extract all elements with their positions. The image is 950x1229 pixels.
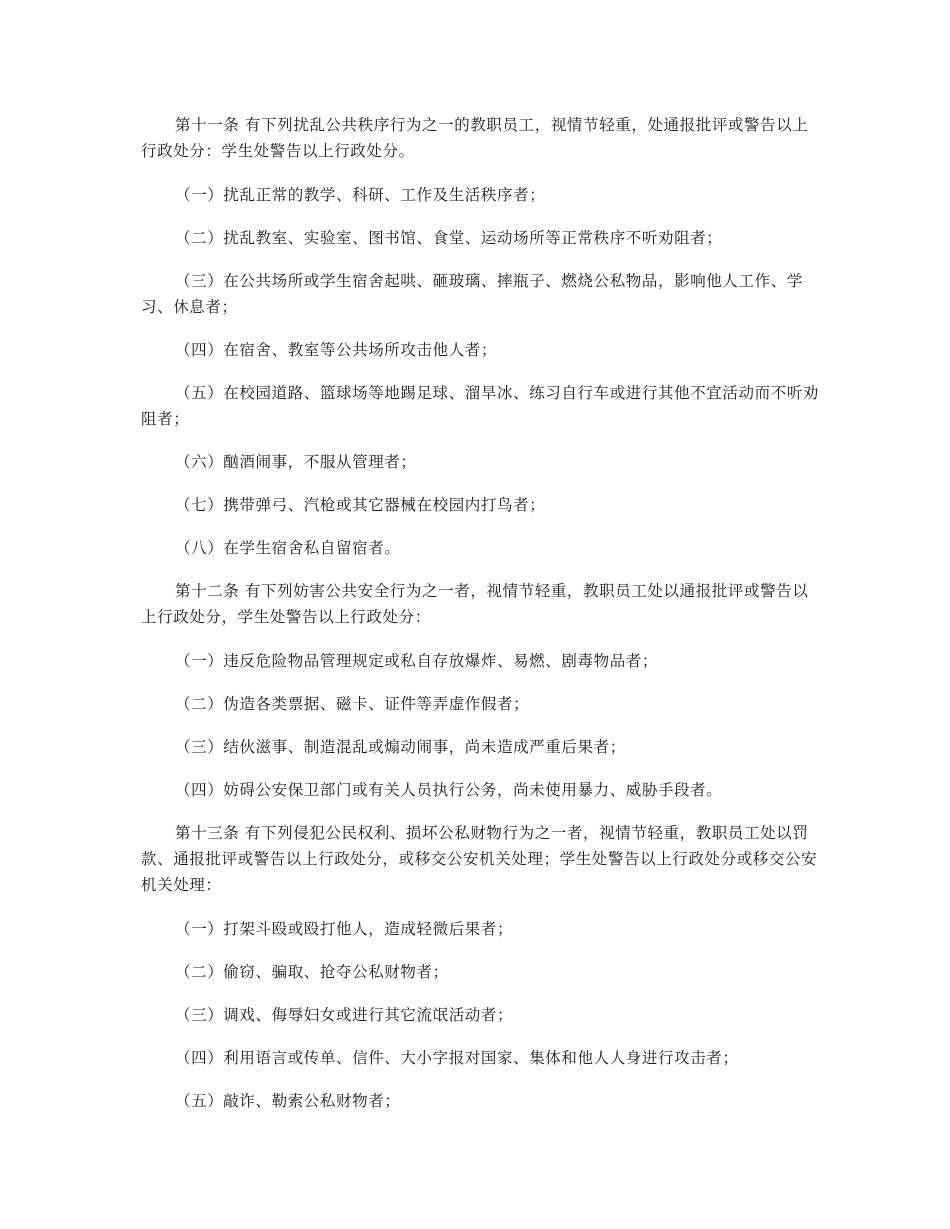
article-12-item-3: （三）结伙滋事、制造混乱或煽动闹事，尚未造成严重后果者； <box>175 738 626 756</box>
article-13-item-4: （四）利用语言或传单、信件、大小字报对国家、集体和他人人身进行攻击者； <box>175 1049 739 1067</box>
article-11-item-2: （二）扰乱教室、实验室、图书馆、食堂、运动场所等正常秩序不听劝阻者； <box>175 229 723 247</box>
article-11-item-5: （五）在校园道路、篮球场等地踢足球、溜旱冰、练习自行车或进行其他不宜活动而不听劝阻者； <box>141 384 820 428</box>
article-12-paragraph: 第十二条 有下列妨害公共安全行为之一者，视情节轻重，教职员工处以通报批评或警告以上行政处分，学生处警告以上行政处分： <box>141 582 809 626</box>
article-11-item-4: （四）在宿舍、教室等公共场所攻击他人者； <box>175 341 498 359</box>
article-13-paragraph: 第十三条 有下列侵犯公民权利、损坏公私财物行为之一者，视情节轻重，教职员工处以罚款、通报批评或警告以上行政处分，或移交公安机关处理；学生处警告以上行政处分或移交公安机关处理： <box>141 824 818 894</box>
article-12-item-4: （四）妨碍公安保卫部门或有关人员执行公务，尚未使用暴力、威胁手段者。 <box>175 781 723 799</box>
article-11-item-7: （七）携带弹弓、汽枪或其它器械在校园内打鸟者； <box>175 496 546 514</box>
article-11-item-6: （六）酗酒闹事，不服从管理者； <box>175 453 417 471</box>
article-12-item-1: （一）违反危险物品管理规定或私自存放爆炸、易燃、剧毒物品者； <box>175 652 659 670</box>
article-11-item-3: （三）在公共场所或学生宿舍起哄、砸玻璃、摔瓶子、燃烧公私物品，影响他人工作、学习、休息者； <box>141 272 803 316</box>
article-13-item-1: （一）打架斗殴或殴打他人，造成轻微后果者； <box>175 920 514 938</box>
article-13-item-2: （二）偷窃、骗取、抢夺公私财物者； <box>175 963 449 981</box>
document-body <box>141 112 821 1131</box>
article-13-item-3: （三）调戏、侮辱妇女或进行其它流氓活动者； <box>175 1006 514 1024</box>
article-11-paragraph: 第十一条 有下列扰乱公共秩序行为之一的教职员工，视情节轻重，处通报批评或警告以上行政处分：学生处警告以上行政处分。 <box>141 116 809 160</box>
article-13-item-5: （五）敲诈、勒索公私财物者； <box>175 1092 401 1110</box>
article-12-item-2: （二）伪造各类票据、磁卡、证件等弄虚作假者； <box>175 695 530 713</box>
article-11-item-8: （八）在学生宿舍私自留宿者。 <box>175 539 401 557</box>
article-11-item-1: （一）扰乱正常的教学、科研、工作及生活秩序者； <box>175 186 546 204</box>
